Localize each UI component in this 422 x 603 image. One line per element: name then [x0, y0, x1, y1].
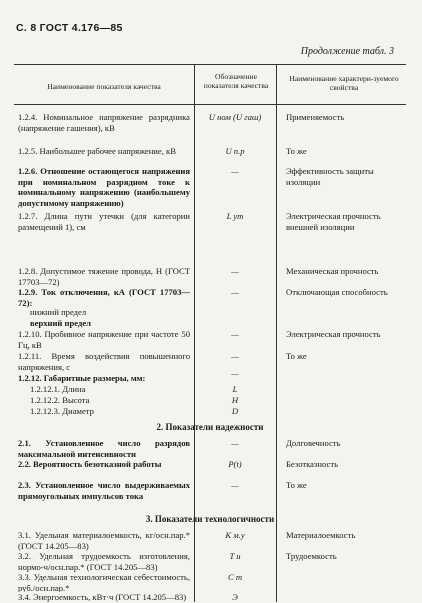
table-row-name: 1.2.12. Габаритные размеры, мм:	[18, 373, 146, 383]
table-row-name: 2.2. Вероятность безотказной работы	[18, 459, 162, 469]
column-header-designation: Обозначение показателя качества	[203, 72, 269, 90]
table-row-name: 1.2.6. Отношение остающегося напряжения при номинальном разрядном токе к номинальному напряжению (наибольшему допустимому напряжению)	[18, 166, 190, 208]
column-header-property: Наименование характери-зуемого свойства	[289, 74, 399, 92]
table-row-property: То же	[286, 480, 307, 490]
table-row-name: 1.2.8. Допустимое тяжение провода, Н (ГОСТ 17703—72)	[18, 266, 190, 287]
table-row-designation: L ут	[226, 211, 244, 221]
table-row-designation: —	[231, 368, 239, 378]
section-title: 3. Показатели технологичности	[145, 514, 275, 524]
table-row-name: 3.3. Удельная технологическая себестоимость, руб./осн.пар.*	[18, 572, 190, 592]
table-row-property: Материалоемкость	[286, 530, 356, 540]
table-row-designation: D	[231, 406, 239, 416]
table-row-designation: T и	[229, 551, 241, 561]
table-row-property: Применяемость	[286, 112, 345, 122]
table-row-designation: Э	[232, 592, 238, 602]
table-row-property: Отключающая способность	[286, 287, 388, 297]
table-row-name: нижний предел	[30, 307, 87, 317]
table-row-name: 2.1. Установленное число разрядов максимальной интенсивности	[18, 438, 190, 459]
table-row-name: 1.2.4. Номинальное напряжение разрядника (напряжение гашения), кВ	[18, 112, 190, 133]
table-row-designation: —	[231, 351, 239, 361]
table-row-designation: C т	[227, 572, 243, 582]
table-row-property: Электрическая прочность	[286, 329, 381, 339]
table-row-designation: —	[231, 287, 239, 297]
table-row-name: 2.3. Установленное число выдерживаемых прямоугольных импульсов тока	[18, 480, 190, 501]
table-row-designation: —	[231, 329, 239, 339]
table-row-name: 1.2.12.2. Высота	[30, 395, 90, 405]
table-top-rule	[14, 64, 406, 65]
table-row-property: Механическая прочность	[286, 266, 379, 276]
table-row-name: 1.2.11. Время воздействия повышенного напряжения, с	[18, 351, 190, 372]
table-row-name: верхний предел	[30, 318, 91, 328]
table-header-rule	[14, 104, 406, 105]
table-row-property: То же	[286, 146, 307, 156]
table-row-property: То же	[286, 351, 307, 361]
table-row-property: Трудоемкость	[286, 551, 337, 561]
table-row-name: 1.2.9. Ток отключения, кА (ГОСТ 17703—72):	[18, 287, 190, 308]
table-row-name: 1.2.7. Длина пути утечки (для категории размещений 1), см	[18, 211, 190, 232]
table-row-property: Безотказность	[286, 459, 338, 469]
table-row-designation: —	[231, 438, 239, 448]
table-row-designation: —	[231, 266, 239, 276]
section-title: 2. Показатели надежности	[156, 422, 264, 432]
table-row-designation: H	[231, 395, 239, 405]
table-row-designation: —	[231, 166, 239, 176]
table-row-designation: L	[232, 384, 238, 394]
table-continuation-label: Продолжение табл. 3	[300, 46, 394, 57]
table-row-property: Электрическая прочность внешней изоляции	[286, 211, 381, 232]
table-row-name: 1.2.5. Наибольшее рабочее напряжение, кВ	[18, 146, 176, 156]
table-row-name: 1.2.12.3. Диаметр	[30, 406, 94, 416]
table-row-name: 3.4. Энергоемкость, кВт·ч (ГОСТ 14.205—83)	[18, 592, 187, 602]
table-row-property: Долговечность	[286, 438, 341, 448]
table-row-designation: P(t)	[228, 459, 242, 469]
column-header-name: Наименование показателя качества	[47, 82, 161, 91]
table-row-designation: U п.р	[225, 146, 245, 156]
table-row-name: 1.2.12.1. Длина	[30, 384, 86, 394]
page-label: С. 8 ГОСТ 4.176—85	[16, 22, 123, 34]
table-row-name: 3.2. Удельная трудоемкость изготовления, нормо-ч/осн.пар.* (ГОСТ 14.205—83)	[18, 551, 190, 572]
table-row-name: 3.1. Удельная материалоемкость, кг/осн.пар.* (ГОСТ 14.205—83)	[18, 530, 190, 551]
table-row-property: Эффективность защиты изоляции	[286, 166, 374, 187]
table-row-designation: —	[231, 480, 239, 490]
table-row-designation: K м.у	[225, 530, 245, 540]
table-row-name: 1.2.10. Пробивное напряжение при частоте 50 Гц, кВ	[18, 329, 190, 350]
table-row-designation: U ном (U гаш)	[208, 112, 262, 122]
